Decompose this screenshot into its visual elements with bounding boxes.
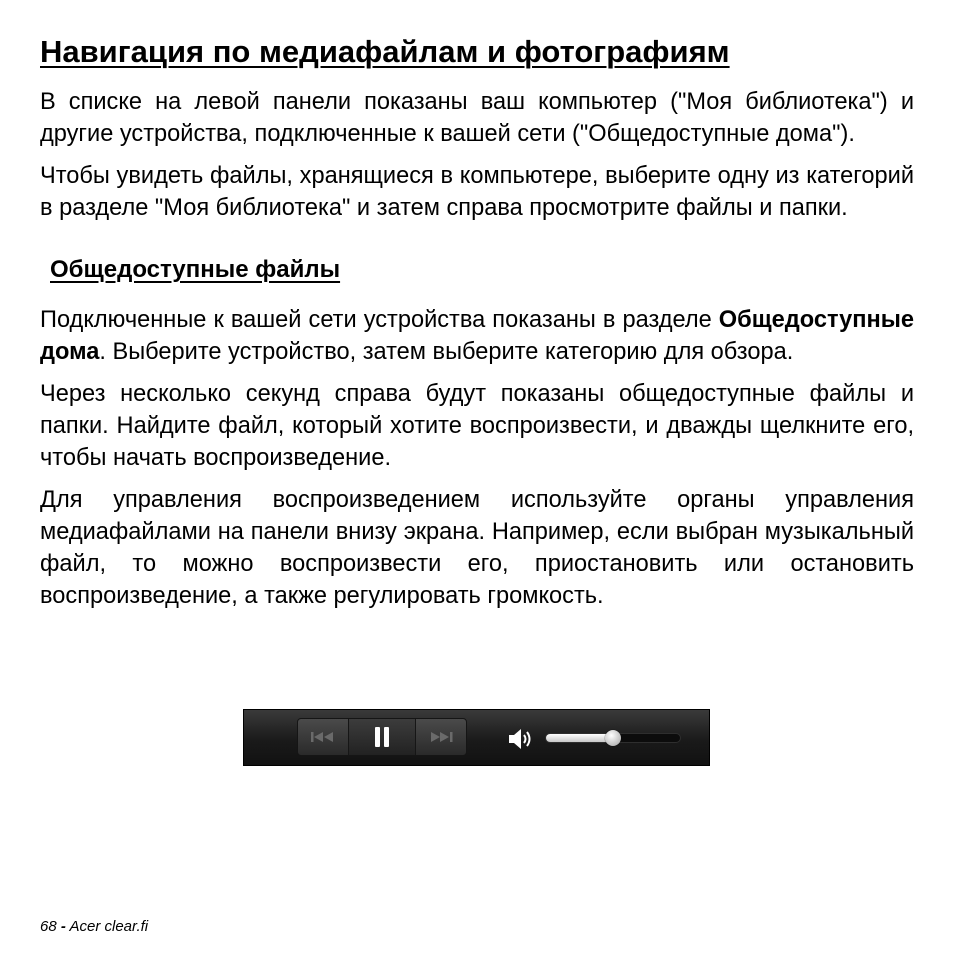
- pause-button[interactable]: [349, 719, 415, 755]
- volume-slider[interactable]: [545, 730, 681, 746]
- previous-track-button[interactable]: [298, 719, 349, 755]
- page-footer: [40, 918, 148, 936]
- page-title: Навигация по медиафайлам и фотографиям: [40, 34, 730, 69]
- volume-slider-thumb[interactable]: [605, 730, 621, 746]
- next-track-button[interactable]: [416, 719, 466, 755]
- page-content: [40, 30, 914, 612]
- volume-slider-fill: [546, 734, 614, 742]
- paragraph-shared-devices: [40, 304, 914, 368]
- section-title-shared-files: Общедоступные файлы: [50, 256, 341, 283]
- paragraph-shared-files: Через несколько секунд справа будут показаны общедоступные файлы и папки. Найдите файл, который хотите воспроизвести, и дважды щелкните его, чтобы начать воспроизведение.: [40, 381, 914, 471]
- footer-separator: -: [60, 918, 66, 935]
- page-number: 68: [40, 918, 57, 935]
- skip-forward-icon: [427, 730, 455, 744]
- text-run: . Выберите устройство, затем выберите категорию для обзора.: [99, 339, 794, 365]
- paragraph-view-files: Чтобы увидеть файлы, хранящиеся в компьютере, выберите одну из категорий в разделе "Моя библиотека" и затем справа просмотрите файлы и папки.: [40, 163, 914, 221]
- paragraph-library-overview: В списке на левой панели показаны ваш компьютер ("Моя библиотека") и другие устройства, подключенные к вашей сети ("Общедоступные дома").: [40, 89, 914, 147]
- paragraph-playback-controls: Для управления воспроизведением используйте органы управления медиафайлами на панели внизу экрана. Например, если выбран музыкальный файл, то можно воспроизвести его, приостановить или остановить воспроизведение, а также регулировать громкость.: [40, 487, 914, 609]
- playback-button-group: [297, 718, 467, 756]
- text-run: Подключенные к вашей сети устройства показаны в разделе: [40, 307, 719, 333]
- skip-back-icon: [309, 730, 337, 744]
- product-name: Acer clear.fi: [69, 918, 149, 935]
- media-control-bar: [243, 709, 710, 766]
- speaker-icon[interactable]: [508, 728, 534, 750]
- bold-term-shared-homes: Общедоступные дома: [40, 307, 914, 365]
- pause-icon: [372, 725, 392, 749]
